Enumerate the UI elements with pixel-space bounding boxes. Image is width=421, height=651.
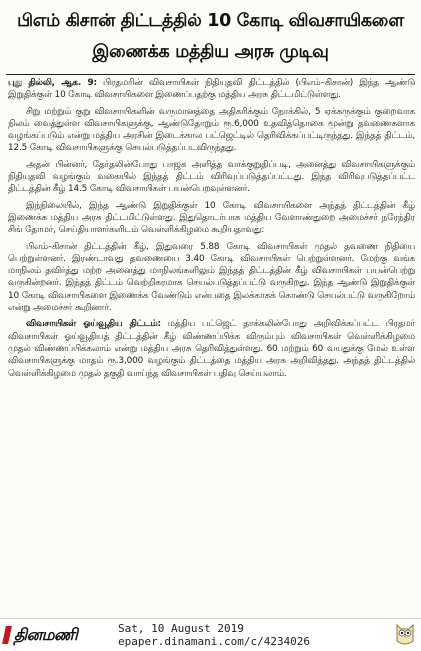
edition-info (118, 622, 310, 648)
edition-url[interactable]: epaper.dinamani.com/c/4234026 (118, 635, 311, 648)
paragraph-4: இந்நிலையில், இந்த ஆண்டு இறுதிக்குள் 10 கோடி விவசாயிகளை அந்தத் திட்டத்தின் கீழ் இணைக்க மத்திய அரசு திட்டமிட்டுள்ளது. இதுதொடர்பாக மத்திய வேளாண்துறை அமைச்சர் நரேந்திர சிங் தோமர், செய்தியாளர்களிடம் வெள்ளிக்கிழமை கூறியதாவது: (8, 200, 415, 236)
logo-mark-icon (2, 626, 12, 644)
paragraph-5: பிஎம்–கிசான் திட்டத்தின் கீழ், இதுவரை 5.88 கோடி விவசாயிகள் முதல் தவணை நிதியை பெற்றுள்ளனர். இரண்டாவது தவணையை 3.40 கோடி விவசாயிகள் பெற்றுள்ளனர். மேற்கு வங்க மாநிலம் தவிர்த்து மற்ற அனைத்து மாநிலங்களிலும் இந்தத் திட்டத்தின் கீழ் விவசாயிகள் பயன்பெற்று வருகின்றனர். இந்தத் திட்டம் வெற்றிகரமாக செயல்படுத்தப்பட்டு வருகிறது. இந்த ஆண்டு இறுதிக்குள் 10 கோடி விவசாயிகளை இணைக்க வேண்டும் என்பதை இலக்காகக் கொண்டு செயல்பட்டு வருகிறோம் என்று அமைச்சர் கூறினார். (8, 241, 415, 314)
epaper-footer (0, 618, 421, 651)
edition-date: Sat, 10 August 2019 (118, 622, 244, 635)
paragraph-text: பிரதமரின் விவசாயிகள் நிதியுதவி திட்டத்தில் (பிஎம்–கிசான்) இந்த ஆண்டு இறுதிக்குள் 10 கோடி விவசாயிகளை இணைப்பதற்கு மத்திய அரசு திட்டமிட்டுள்ளது. (8, 78, 415, 101)
dateline: புது தில்லி, ஆக. 9: (8, 78, 97, 88)
headline (8, 6, 413, 68)
headline-line-1: பிஎம் கிசான் திட்டத்தில் 10 கோடி விவசாயிகளை (17, 11, 404, 31)
headline-divider (6, 74, 415, 75)
paragraph-6 (8, 318, 415, 379)
article-body (8, 77, 415, 380)
paragraph-2: சிறு மற்றும் குறு விவசாயிகளின் வருமானத்தை அதிகரிக்கும் நோக்கில், 5 ஏக்கருக்கும் குறைவாக நிலம் வைத்துள்ள விவசாயிகளுக்கு, ஆண்டுதோறும் ரூ.6,000 உதவித்தொகை மூன்று தவணைகளாக வழங்கப்படும் என்று மத்திய அரசின் இடைக்கால பட்ஜெட்டில் தெரிவிக்கப்பட்டிருந்தது. இந்தத் திட்டம், 12.5 கோடி விவசாயிகளுக்கு செயல்படுத்தப்படவிருந்தது. (8, 106, 415, 154)
paragraph-text: மத்திய பட்ஜெட் தாக்கலின்போது அறிவிக்கப்பட்ட பிரதமர் விவசாயிகள் ஓய்வூதியத் திட்டத்தின் கீழ் விண்ணப்பிக்க விரும்பும் விவசாயிகள் வெள்ளிக்கிழமை முதல் விண்ணப்பிக்கலாம் என்று மத்திய அரசு தெரிவித்துள்ளது. 60 மற்றும் 60 வயதுக்கு மேல் உள்ள விவசாயிகளுக்கு மாதம் ரூ.3,000 வழங்கும் திட்டத்தை மத்திய அரசு அறிவித்தது. அந்தத் திட்டத்தில் வெள்ளிக்கிழமை முதல் தகுதி வாய்ந்த விவசாயிகள் பதிவு செய்யலாம். (8, 319, 416, 379)
owl-icon (393, 621, 417, 647)
paragraph-1 (8, 77, 415, 102)
dinamani-logo[interactable] (4, 624, 77, 646)
logo-text: தினமணி (14, 624, 78, 644)
headline-line-2: இணைக்க மத்திய அரசு முடிவு (92, 42, 329, 62)
subheading: விவசாயிகள் ஓய்வூதிய திட்டம்: (26, 319, 161, 330)
paragraph-3: அதன் பின்னர், தேர்தலின்போது பாஜக அளித்த வாக்குறுதிப்படி, அனைத்து விவசாயிகளுக்கும் நிதியுதவி வழங்கும் வகையில் இந்தத் திட்டம் விரிவுப்படுத்தப்பட்டது. இந்த விரிவுபடுத்தப்பட்ட திட்டத்தின் கீழ் 14.5 கோடி விவசாயிகள் பயன்பெறவுள்ளனர். (8, 159, 415, 195)
